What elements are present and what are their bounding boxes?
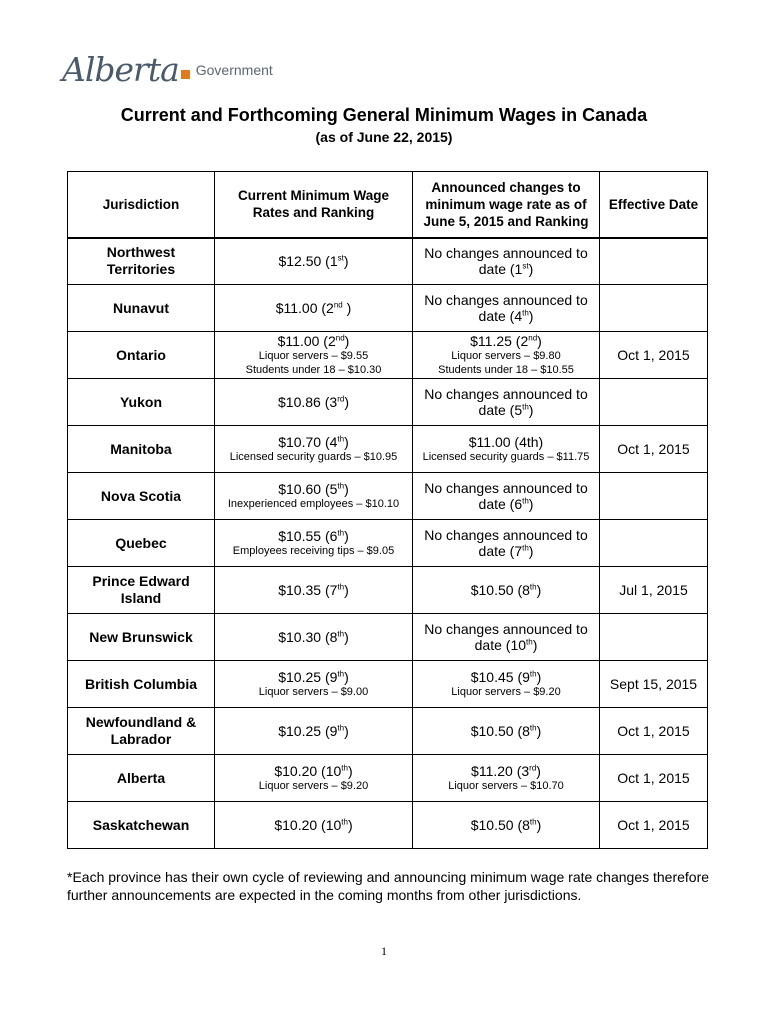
current-wage-text: $10.20 (10 [274,763,342,779]
current-wage-value [218,300,409,316]
announced-wage-close: ) [528,496,534,512]
announced-wage-ordinal: th [522,543,529,553]
current-wage-value [218,528,409,544]
announced-wage-value [416,527,596,559]
current-wage-ordinal: nd [335,333,345,343]
table-row [68,520,708,567]
current-wage-ordinal: st [337,253,344,263]
logo-orange-square-icon [181,70,190,79]
announced-wage-value [416,582,596,598]
current-wage-close: ) [344,481,349,497]
current-wage-ordinal: nd [333,300,343,310]
announced-wage-cell [413,614,600,661]
announced-wage-value [416,763,596,779]
announced-wage-note: Licensed security guards – $11.75 [422,451,590,463]
header-announced-changes: Announced changes to minimum wage rate as of June 5, 2015 and Ranking [413,172,600,238]
table-row [68,755,708,802]
current-wage-text: $10.60 (5 [278,481,338,497]
announced-wage-value [416,480,596,512]
effective-date-cell: Oct 1, 2015 [600,802,708,849]
table-row [68,285,708,332]
announced-wage-text: $10.50 (8 [470,817,530,833]
current-wage-note: Inexperienced employees – $10.10 [227,498,400,510]
current-wage-cell [215,755,413,802]
announced-wage-value [416,669,596,685]
effective-date-cell [600,614,708,661]
announced-wage-value [416,621,596,653]
announced-wage-close: ) [528,543,534,559]
current-wage-ordinal: th [337,723,345,733]
current-wage-note: Liquor servers – $9.20 [258,780,369,792]
jurisdiction-cell: Prince Edward Island [68,567,215,614]
current-wage-ordinal: th [341,763,348,773]
document-subtitle: (as of June 22, 2015) [315,129,453,145]
jurisdiction-cell: Quebec [68,520,215,567]
document-title: Current and Forthcoming General Minimum Wages in Canada [120,105,648,125]
announced-wage-text: $10.50 (8 [470,723,530,739]
announced-wage-text: No changes announced to date (4 [424,292,588,324]
table-row [68,802,708,849]
current-wage-note: Licensed security guards – $10.95 [229,451,398,463]
announced-wage-text: No changes announced to date (5 [424,386,588,418]
table-body [68,238,708,849]
announced-wage-note: Students under 18 – $10.55 [438,364,574,376]
current-wage-text: $10.35 (7 [278,582,338,598]
current-wage-close: ) [344,333,350,349]
current-wage-close: ) [343,253,349,270]
announced-wage-note: Liquor servers – $9.20 [451,686,561,698]
announced-wage-ordinal: st [522,261,529,271]
announced-wage-value [416,245,596,277]
jurisdiction-cell: British Columbia [68,661,215,708]
footnote: *Each province has their own cycle of reviewing and announcing minimum wage rate changes therefore further announcements are expected in the coming months from other jurisdictions. [67,869,710,903]
jurisdiction-cell: Newfoundland & Labrador [68,708,215,755]
header-jurisdiction: Jurisdiction [68,172,215,238]
effective-date-cell [600,473,708,520]
effective-date-cell [600,520,708,567]
announced-wage-cell [413,661,600,708]
announced-wage-text: No changes announced to date (6 [424,480,588,512]
current-wage-value [218,629,409,645]
announced-wage-text: No changes announced to date (7 [424,527,588,559]
announced-wage-close: ) [528,308,534,324]
current-wage-text: $11.00 (2 [275,300,334,316]
current-wage-text: $10.86 (3 [278,394,338,410]
current-wage-close: ) [344,723,349,739]
current-wage-cell [215,661,413,708]
current-wage-note: Employees receiving tips – $9.05 [232,545,395,557]
announced-wage-cell [413,379,600,426]
current-wage-text: $10.25 (9 [278,723,338,739]
current-wage-close: ) [344,394,349,410]
announced-wage-close: ) [528,402,534,418]
jurisdiction-cell: Ontario [68,332,215,379]
current-wage-value [218,253,409,269]
current-wage-close: ) [344,434,349,450]
table-row [68,661,708,708]
announced-wage-text: $11.00 (4th) [468,434,544,450]
announced-wage-cell [413,520,600,567]
table-row [68,473,708,520]
announced-wage-value [416,723,596,739]
announced-wage-cell [413,473,600,520]
effective-date-cell: Oct 1, 2015 [600,708,708,755]
minimum-wage-table [67,171,708,849]
announced-wage-ordinal: th [529,582,537,592]
announced-wage-cell [413,802,600,849]
announced-wage-close: ) [536,763,541,779]
logo-wordmark: Alberta [62,50,179,89]
current-wage-ordinal: th [341,817,348,827]
table-row [68,238,708,285]
announced-wage-cell [413,567,600,614]
announced-wage-close: ) [528,261,534,278]
current-wage-cell [215,238,413,285]
effective-date-cell [600,285,708,332]
announced-wage-cell [413,755,600,802]
announced-wage-ordinal: th [529,817,537,827]
current-wage-cell [215,426,413,473]
effective-date-cell: Sept 15, 2015 [600,661,708,708]
announced-wage-ordinal: rd [529,763,537,773]
current-wage-cell [215,473,413,520]
current-wage-value [218,669,409,685]
announced-wage-cell [413,332,600,379]
table-row [68,332,708,379]
table-row [68,567,708,614]
effective-date-cell: Oct 1, 2015 [600,426,708,473]
table-row [68,426,708,473]
table-row [68,379,708,426]
announced-wage-close: ) [536,817,542,833]
announced-wage-text: $10.45 (9 [470,669,530,685]
current-wage-close: ) [344,582,349,598]
table-row [68,614,708,661]
announced-wage-ordinal: th [522,308,529,318]
current-wage-close: ) [347,763,353,779]
jurisdiction-cell: Nunavut [68,285,215,332]
announced-wage-ordinal: th [522,402,529,412]
current-wage-text: $10.20 (10 [274,817,342,833]
announced-wage-ordinal: th [522,496,529,506]
current-wage-value [218,333,409,349]
page-number: 1 [381,944,387,958]
announced-wage-value [416,817,596,833]
current-wage-close: ) [344,669,349,685]
announced-wage-ordinal: nd [528,333,538,343]
current-wage-cell [215,285,413,332]
logo-suffix: Government [195,62,273,78]
announced-wage-close: ) [532,637,538,653]
header-current-wage: Current Minimum Wage Rates and Ranking [215,172,413,238]
current-wage-cell [215,614,413,661]
announced-wage-close: ) [537,333,542,349]
current-wage-value [218,723,409,739]
announced-wage-text: No changes announced to date (1 [424,245,588,278]
current-wage-close: ) [342,300,352,316]
current-wage-cell [215,567,413,614]
announced-wage-note: Liquor servers – $9.80 [451,350,561,362]
announced-wage-value [416,386,596,418]
effective-date-cell [600,238,708,285]
current-wage-ordinal: th [337,481,345,491]
current-wage-ordinal: th [337,629,345,639]
header-effective-date: Effective Date [600,172,708,238]
effective-date-cell [600,379,708,426]
effective-date-cell: Oct 1, 2015 [600,755,708,802]
announced-wage-close: ) [536,669,542,685]
announced-wage-ordinal: th [529,723,537,733]
current-wage-text: $12.50 (1 [278,253,338,270]
announced-wage-cell [413,238,600,285]
current-wage-ordinal: th [337,434,345,444]
current-wage-value [218,817,409,833]
current-wage-note: Students under 18 – $10.30 [245,364,382,376]
current-wage-ordinal: th [337,528,345,538]
current-wage-value [218,434,409,450]
jurisdiction-cell: Alberta [68,755,215,802]
jurisdiction-cell: Yukon [68,379,215,426]
announced-wage-value [416,292,596,324]
announced-wage-note: Liquor servers – $10.70 [448,780,564,792]
announced-wage-ordinal: th [526,637,533,647]
announced-wage-text: $11.20 (3 [471,763,530,779]
announced-wage-value [416,434,596,450]
table-row [68,708,708,755]
announced-wage-ordinal: th [529,669,537,679]
current-wage-ordinal: rd [337,394,345,404]
table-header-row [68,172,708,238]
current-wage-ordinal: th [337,669,345,679]
jurisdiction-cell: Northwest Territories [68,238,215,285]
current-wage-text: $10.30 (8 [278,629,338,645]
current-wage-cell [215,520,413,567]
alberta-government-logo [62,44,273,89]
current-wage-text: $10.55 (6 [278,528,338,544]
announced-wage-value [416,333,596,349]
current-wage-cell [215,708,413,755]
announced-wage-cell [413,285,600,332]
jurisdiction-cell: Manitoba [68,426,215,473]
announced-wage-cell [413,708,600,755]
current-wage-value [218,481,409,497]
jurisdiction-cell: New Brunswick [68,614,215,661]
jurisdiction-cell: Saskatchewan [68,802,215,849]
current-wage-value [218,582,409,598]
announced-wage-close: ) [536,582,542,598]
current-wage-cell [215,379,413,426]
current-wage-value [218,394,409,410]
current-wage-text: $10.70 (4 [278,434,338,450]
announced-wage-cell [413,426,600,473]
effective-date-cell: Jul 1, 2015 [600,567,708,614]
current-wage-text: $11.00 (2 [277,333,336,349]
announced-wage-text: No changes announced to date (10 [424,621,588,653]
current-wage-close: ) [344,528,349,544]
announced-wage-close: ) [536,723,542,739]
current-wage-note: Liquor servers – $9.55 [258,350,369,362]
current-wage-value [218,763,409,779]
current-wage-ordinal: th [337,582,345,592]
jurisdiction-cell: Nova Scotia [68,473,215,520]
current-wage-cell [215,802,413,849]
current-wage-close: ) [347,817,353,833]
current-wage-cell [215,332,413,379]
current-wage-text: $10.25 (9 [278,669,338,685]
effective-date-cell: Oct 1, 2015 [600,332,708,379]
announced-wage-text: $11.25 (2 [470,333,529,349]
announced-wage-text: $10.50 (8 [470,582,530,598]
current-wage-note: Liquor servers – $9.00 [258,686,369,698]
current-wage-close: ) [344,629,349,645]
